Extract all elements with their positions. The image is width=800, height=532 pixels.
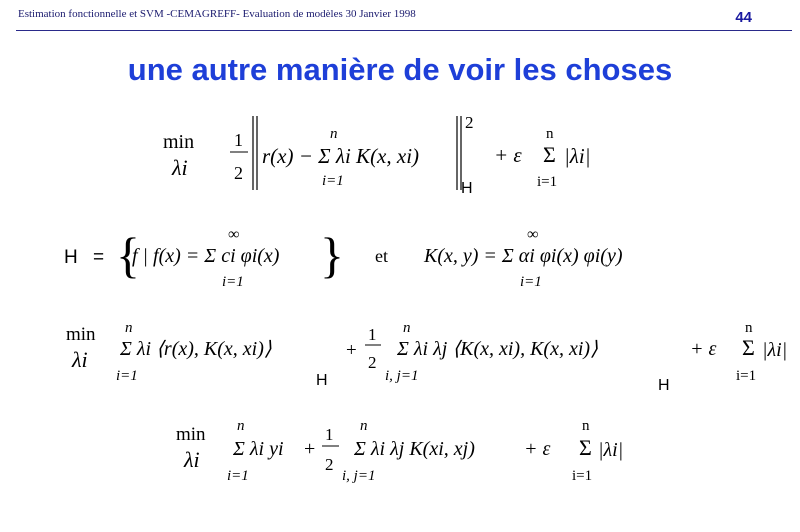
slide-title: une autre manière de voir les choses [127,52,673,87]
eq1-half-den: 2 [234,163,243,183]
eq4-plus-eps: + ε [524,438,551,460]
eq4-upper1: n [237,418,245,434]
eq4-sigma3: Σ [579,435,592,460]
eq3-sigma3: Σ [742,335,755,360]
eq2-inf: ∞ [228,226,240,243]
eq2-inf2: ∞ [527,226,539,243]
eq1-body: r(x) − Σ λi K(x, xi) [262,144,420,168]
eq1-sum2-upper: n [546,126,554,142]
eq4-half-num: 1 [325,425,334,444]
eq3-term1: Σ λi ⟨r(x), K(x, xi)⟩ [120,338,272,360]
eq4-term1: Σ λi yi [233,438,284,460]
eq2-set-body: f | f(x) = Σ ci φi(x) [132,245,280,267]
eq1-space-H: H [461,180,473,197]
eq3-upper2: n [403,320,411,336]
eq4-lower3: i=1 [572,468,593,484]
eq3-term2: Σ λi λj ⟨K(x, xi), K(x, xi)⟩ [397,338,598,360]
eq1-min: min [163,131,195,153]
eq3-upper1: n [125,320,133,336]
eq2-lower: i=1 [222,274,244,290]
eq3-plus-eps: + ε [690,338,717,360]
eq2-et: et [375,246,388,266]
eq2-right-brace: } [320,227,344,283]
eq3-half-den: 2 [368,353,377,372]
eq3-min: min [66,324,96,345]
eq3-half-num: 1 [368,325,377,344]
eq4-upper3: n [582,418,590,434]
eq3-H1: H [316,372,328,389]
eq3-lambda: λi [72,347,88,372]
eq1-abs: |λi| [564,144,591,168]
eq3-lower3: i=1 [736,368,757,384]
page-number: 44 [735,9,752,26]
eq2-left-brace: { [116,227,140,283]
eq2-H: H [64,247,78,268]
eq4-min: min [176,424,206,445]
eq3-abs: |λi| [762,339,788,361]
eq3-lower2: i, j=1 [385,368,419,384]
eq4-abs: |λi| [598,439,624,461]
equation-3 [66,320,787,394]
equation-2 [64,226,623,290]
eq4-lower2: i, j=1 [342,468,376,484]
eq3-upper3: n [745,320,753,336]
eq4-lambda: λi [184,447,200,472]
equation-4 [176,418,623,484]
eq1-sum-lower: i=1 [322,173,344,189]
equation-1 [163,113,590,197]
eq3-H2: H [658,377,670,394]
eq1-half-num: 1 [234,130,243,150]
eq3-lower1: i=1 [116,368,138,384]
eq1-sum2-lower: i=1 [537,174,558,190]
eq4-lower1: i=1 [227,468,249,484]
eq1-plus-eps: + ε [494,143,522,167]
eq3-plus: + [346,340,357,361]
eq1-sum-upper: n [330,126,338,142]
eq2-equals: = [93,247,105,268]
eq4-half-den: 2 [325,455,334,474]
eq4-plus: + [304,438,316,460]
slide-header: Estimation fonctionnelle et SVM -CEMAGREFF- Evaluation de modèles 30 Janvier 1998 [18,8,416,20]
eq4-upper2: n [360,418,368,434]
eq1-sum2-sigma: Σ [543,142,556,167]
eq2-kernel: K(x, y) = Σ αi φi(x) φi(y) [424,245,623,267]
eq4-term2: Σ λi λj K(xi, xj) [354,438,475,460]
eq1-exponent: 2 [465,113,474,132]
eq2-lower2: i=1 [520,274,542,290]
eq1-lambda: λi [172,155,188,180]
